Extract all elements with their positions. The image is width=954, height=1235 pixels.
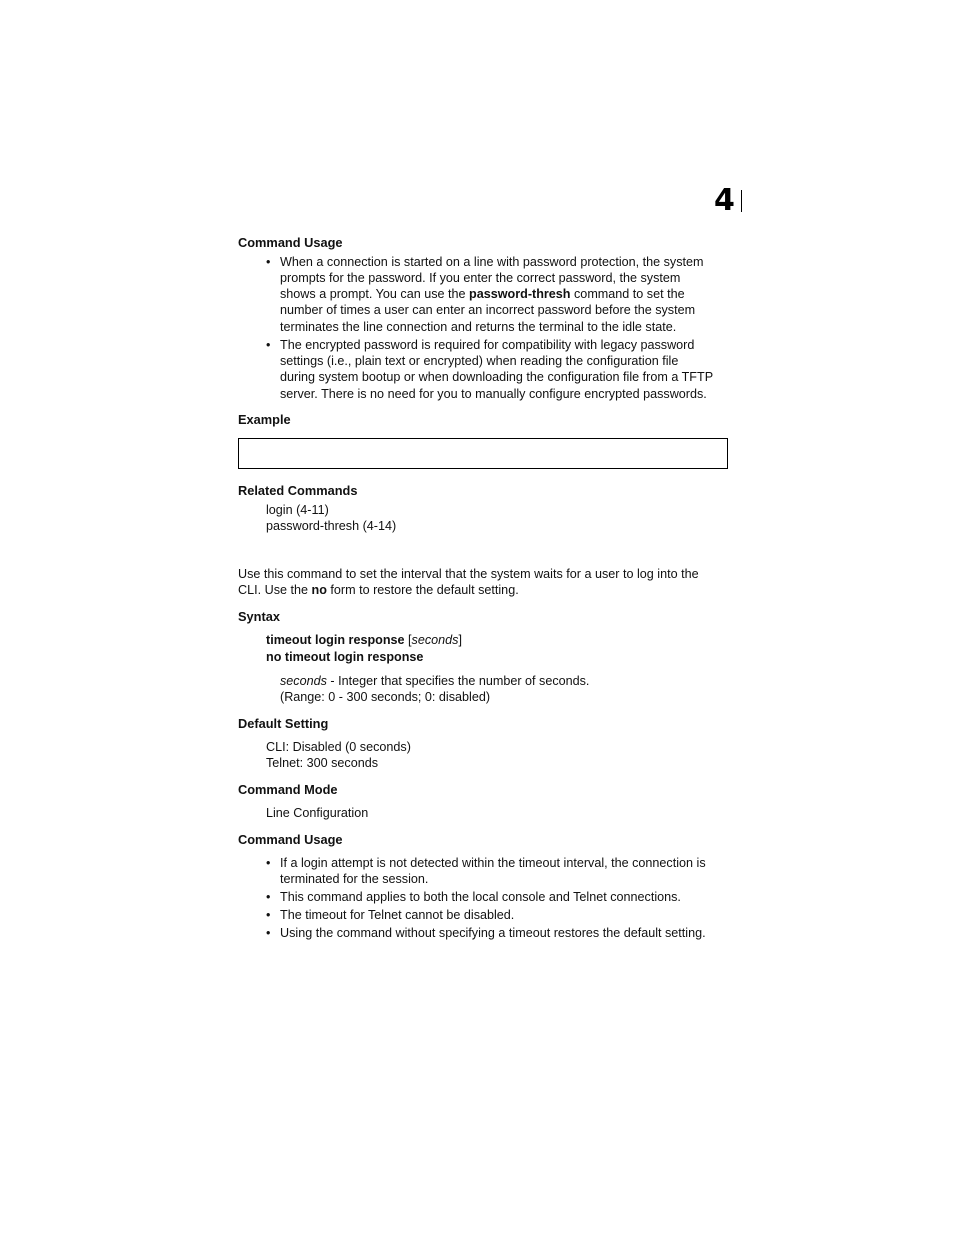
usage1-b2-line4: server. There is no need for you to manually configure encrypted passwords. [280,387,707,401]
usage2-b1-line2: terminated for the session. [280,872,429,886]
bullet-glyph: • [266,926,271,940]
command-usage-heading-2: Command Usage [238,832,343,847]
syntax-heading: Syntax [238,609,280,624]
related-commands-heading: Related Commands [238,483,358,498]
usage1-b2-line1: The encrypted password is required for compatibility with legacy password [280,338,695,352]
text-span: command to set the [570,287,685,301]
intro-line2 [238,583,519,597]
usage1-b1-line5: terminates the line connection and returns the terminal to the idle state. [280,320,677,334]
syntax-no-command-name: no timeout login response [266,650,424,664]
param-name: seconds [280,674,327,688]
usage1-b1-line1: When a connection is started on a line with password protection, the system [280,255,704,269]
default-setting-heading: Default Setting [238,716,329,731]
chapter-rule [741,190,742,212]
usage1-b1-line2: prompts for the password. If you enter the correct password, the system [280,271,681,285]
usage1-b1-line3 [280,287,685,301]
example-code-box [238,438,728,469]
command-ref-password-thresh: password-thresh [469,287,571,301]
intro-line1: Use this command to set the interval that the system waits for a user to log into the [238,567,699,581]
usage1-b2-line2: settings (i.e., plain text or encrypted) when reading the configuration file [280,354,679,368]
syntax-no-command [266,650,423,664]
usage2-b2: This command applies to both the local console and Telnet connections. [280,890,681,904]
default-cli: CLI: Disabled (0 seconds) [266,740,411,754]
usage2-b4: Using the command without specifying a timeout restores the default setting. [280,926,706,940]
bullet-glyph: • [266,890,271,904]
text-span: form to restore the default setting. [326,583,519,597]
bracket-close: ] [458,633,462,647]
usage1-b2-line3: during system bootup or when downloading the configuration file from a TFTP [280,370,714,384]
command-mode-heading: Command Mode [238,782,338,797]
usage2-b1-line1: If a login attempt is not detected within the timeout interval, the connection is [280,856,706,870]
bullet-glyph: • [266,255,271,269]
usage2-b3: The timeout for Telnet cannot be disabled. [280,908,515,922]
text-span: CLI. Use the [238,583,312,597]
param-range: (Range: 0 - 300 seconds; 0: disabled) [280,690,491,704]
chapter-number: 4 [714,183,735,218]
default-telnet: Telnet: 300 seconds [266,756,379,770]
related-command-login[interactable]: login (4-11) [266,503,329,517]
syntax-param: seconds [411,633,459,647]
bullet-glyph: • [266,338,271,352]
usage1-b1-line4: number of times a user can enter an incorrect password before the system [280,303,696,317]
bracket-open: [ [404,633,412,647]
bullet-glyph: • [266,856,271,870]
bullet-glyph: • [266,908,271,922]
command-usage-heading: Command Usage [238,235,343,250]
text-span: shows a prompt. You can use the [280,287,470,301]
param-description [280,674,589,688]
command-mode-value: Line Configuration [266,806,369,820]
example-heading: Example [238,412,291,427]
related-command-password-thresh[interactable]: password-thresh (4-14) [266,519,397,533]
syntax-command [266,633,462,647]
param-desc-text: - Integer that specifies the number of seconds. [326,674,590,688]
syntax-command-name: timeout login response [266,633,405,647]
keyword-no: no [311,583,327,597]
